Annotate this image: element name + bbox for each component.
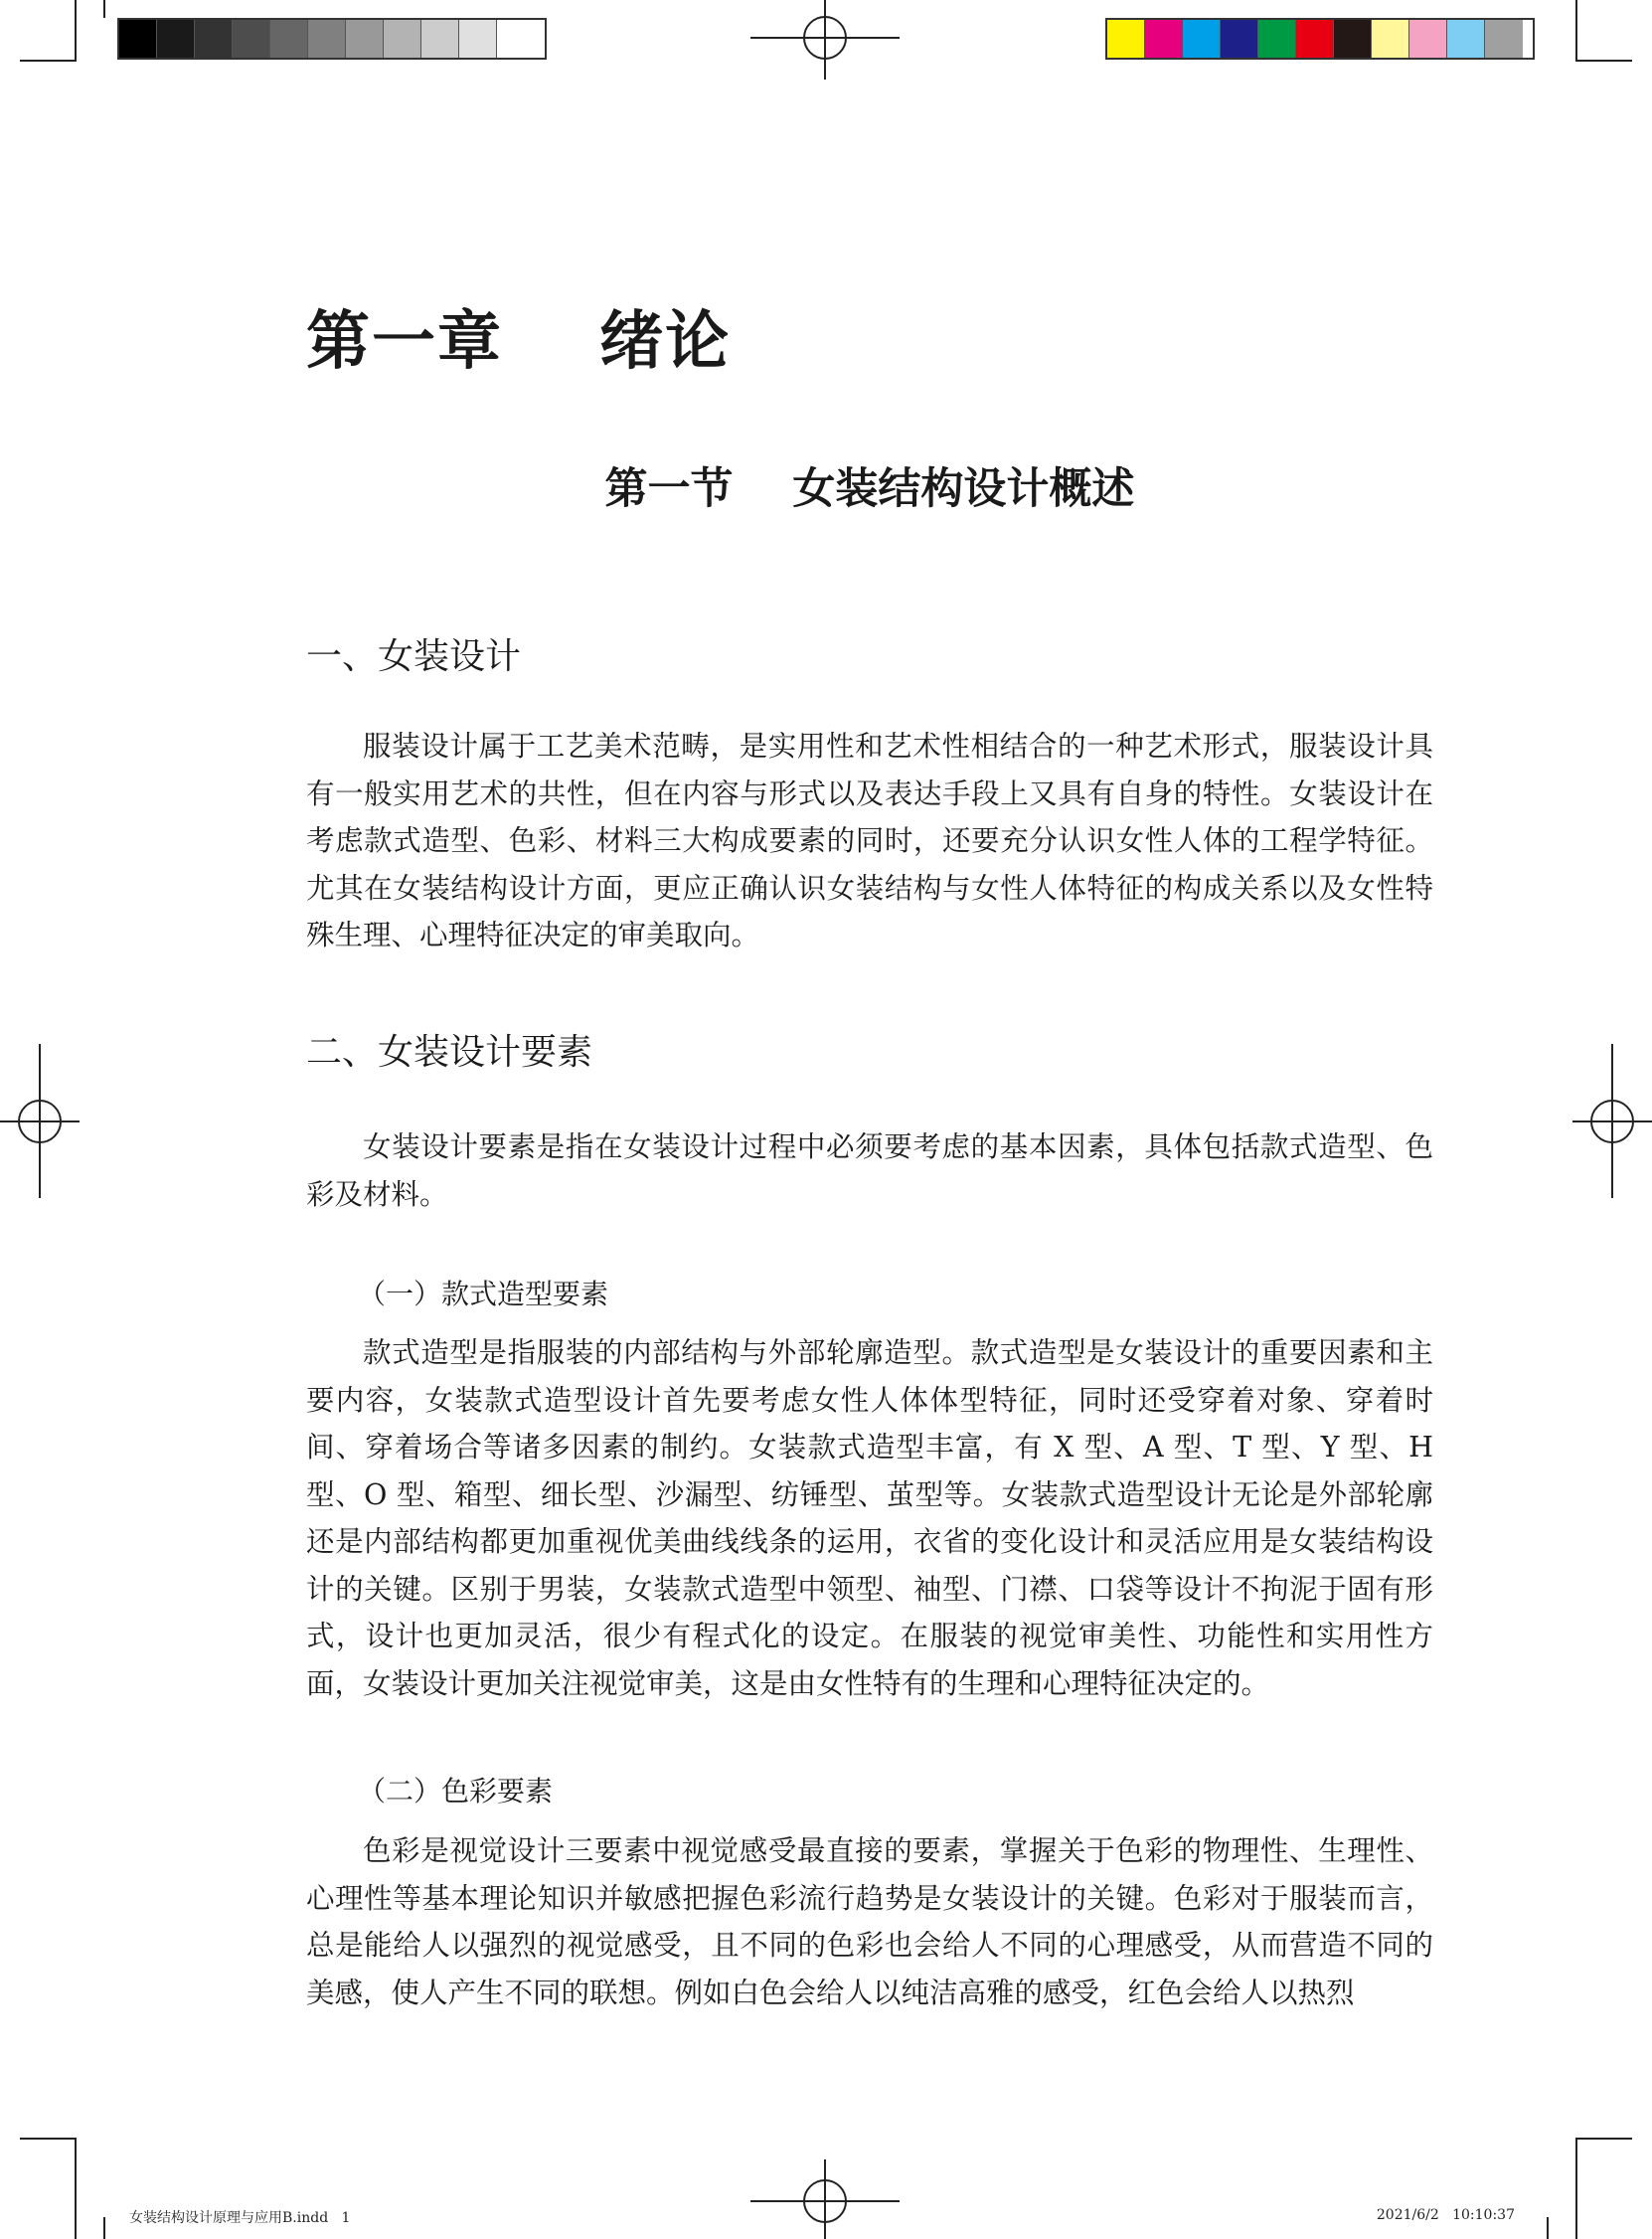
section-title: 第一节 女装结构设计概述	[604, 464, 1135, 514]
section-1-paragraph: 服装设计属于工艺美术范畴，是实用性和艺术性相结合的一种艺术形式，服装设计具有一般实用艺术的共性，但在内容与形式以及表达手段上又具有自身的特性。女装设计在考虑款式造型、色彩、材料三大构成要素的同时，还要充分认识女性人体的工程学特征。尤其在女装结构设计方面，更应正确认识女装结构与女性人体特征的构成关系以及女性特殊生理、心理特征决定的审美取向。	[306, 730, 1433, 951]
gray-swatch-4	[233, 20, 270, 58]
subsection-heading-style: （一）款式造型要素	[358, 1278, 609, 1310]
gray-swatch-8	[384, 20, 421, 58]
color-swatch-3	[1183, 20, 1221, 58]
section-heading-2: 二、女装设计要素	[306, 1032, 593, 1073]
color-swatch-11	[1485, 20, 1523, 58]
subsection-color-paragraph: 色彩是视觉设计三要素中视觉感受最直接的要素，掌握关于色彩的物理性、生理性、心理性等基本理论知识并敏感把握色彩流行趋势是女装设计的关键。色彩对于服装而言，总是能给人以强烈的视觉感受，且不同的色彩也会给人不同的心理感受，从而营造不同的美感，使人产生不同的联想。例如白色会给人以纯洁高雅的感受，红色会给人以热烈	[306, 1834, 1433, 2009]
gray-swatch-3	[195, 20, 233, 58]
color-swatch-6	[1296, 20, 1334, 58]
color-swatch-5	[1258, 20, 1296, 58]
subsection-style-paragraph: 款式造型是指服装的内部结构与外部轮廓造型。款式造型是女装设计的重要因素和主要内容，女装款式造型设计首先要考虑女性人体体型特征，同时还受穿着对象、穿着时间、穿着场合等诸多因素的制约。女装款式造型丰富，有 X 型、A 型、T 型、Y 型、H 型、O 型、箱型、细长型、沙漏型、纺锤型、茧型等。女装款式造型设计无论是外部轮廓还是内部结构都更加重视优美曲线线条的运用，衣省的变化设计和灵活应用是女装结构设计的关键。区别于男装，女装款式造型中领型、袖型、门襟、口袋等设计不拘泥于固有形式，设计也更加灵活，很少有程式化的设定。在服装的视觉审美性、功能性和实用性方面，女装设计更加关注视觉审美，这是由女性特有的生理和心理特征决定的。	[306, 1336, 1433, 1700]
footer-timestamp: 2021/6/2 10:10:37	[1376, 2207, 1515, 2223]
chapter-title: 第一章 绪论	[306, 305, 732, 379]
color-swatch-7	[1334, 20, 1372, 58]
process-color-bar	[1105, 18, 1535, 60]
section-2-paragraph: 女装设计要素是指在女装设计过程中必须要考虑的基本因素，具体包括款式造型、色彩及材料。	[306, 1130, 1433, 1211]
gray-swatch-7	[346, 20, 384, 58]
color-swatch-8	[1372, 20, 1409, 58]
gray-swatch-10	[459, 20, 497, 58]
color-swatch-2	[1145, 20, 1183, 58]
gray-swatch-1	[119, 20, 157, 58]
color-swatch-1	[1107, 20, 1145, 58]
color-swatch-10	[1447, 20, 1485, 58]
color-swatch-4	[1221, 20, 1258, 58]
footer-file-name: 女装结构设计原理与应用B.indd 1	[129, 2210, 351, 2226]
gray-swatch-11	[497, 20, 535, 58]
gray-swatch-9	[421, 20, 459, 58]
grayscale-color-bar	[117, 18, 547, 60]
section-heading-1: 一、女装设计	[306, 636, 522, 677]
gray-swatch-2	[157, 20, 195, 58]
color-swatch-9	[1409, 20, 1447, 58]
gray-swatch-5	[270, 20, 308, 58]
subsection-heading-color: （二）色彩要素	[358, 1775, 554, 1808]
gray-swatch-6	[308, 20, 346, 58]
